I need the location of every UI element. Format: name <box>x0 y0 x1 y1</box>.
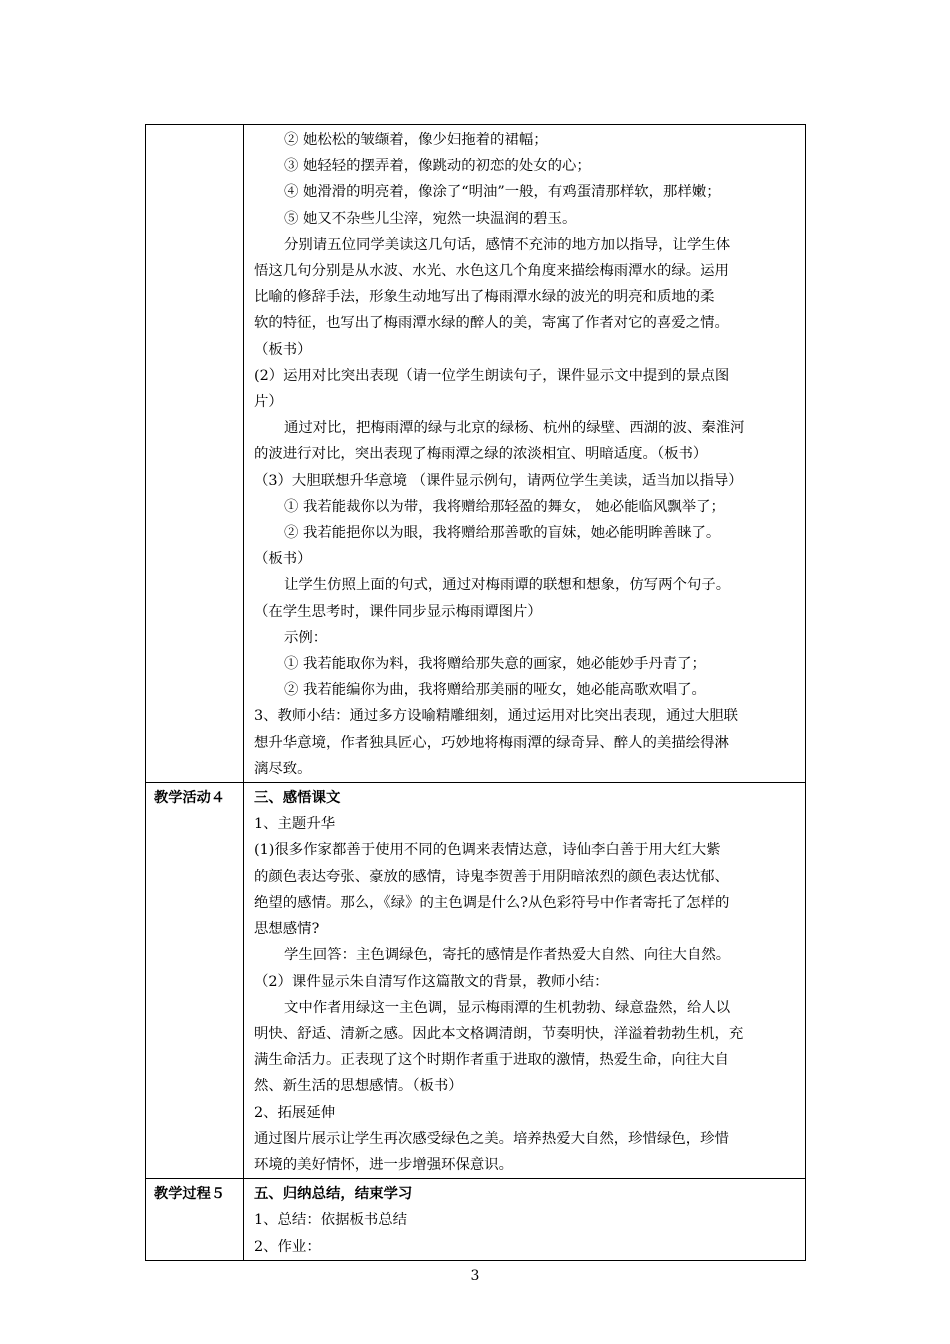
text-line: 让学生仿照上面的句式，通过对梅雨谭的联想和想象，仿写两个句子。 <box>284 577 731 594</box>
text-line: ① 我若能裁你以为带，我将赠给那轻盈的舞女， 她必能临风飘举了； <box>284 498 725 515</box>
text-line: （板书） <box>254 341 312 358</box>
text-line: 想升华意境，作者独具匠心，巧妙地将梅雨潭的绿奇异、醉人的美描绘得淋 <box>254 734 729 751</box>
text-line: 1、总结：依据板书总结 <box>254 1212 408 1229</box>
table-row <box>146 783 806 1179</box>
row-label <box>146 125 244 783</box>
text-line: 的波进行对比，突出表现了梅雨潭之绿的浓淡相宜、明暗适度。（板书） <box>254 446 708 463</box>
text-line: 2、作业： <box>254 1238 321 1255</box>
row-label: 教学过程５ <box>146 1179 244 1261</box>
text-line: 1、主题升华 <box>254 816 336 833</box>
text-line: 3、教师小结：通过多方设喻精雕细刻，通过运用对比突出表现，通过大胆联 <box>254 708 739 725</box>
text-line: （板书） <box>254 551 312 568</box>
text-line: （在学生思考时，课件同步显示梅雨谭图片） <box>254 603 542 620</box>
row-content <box>244 1179 806 1261</box>
section-heading: 三、感悟课文 <box>254 790 341 807</box>
text-line: 通过对比，把梅雨潭的绿与北京的绿杨、杭州的绿壁、西湖的波、秦淮河 <box>284 420 745 437</box>
text-line: 环境的美好情怀，进一步增强环保意识。 <box>254 1156 514 1173</box>
text-line: （3）大胆联想升华意境 （课件显示例句，请两位学生美读，适当加以指导） <box>254 472 743 489</box>
text-line: 绝望的感情。那么，《绿》的主色调是什么?从色彩符号中作者寄托了怎样的 <box>254 894 730 911</box>
text-line: 漓尽致。 <box>254 760 312 777</box>
text-line: 分别请五位同学美读这几句话，感情不充沛的地方加以指导，让学生体 <box>284 236 731 253</box>
lesson-plan-table <box>145 124 806 1261</box>
text-line: 满生命活力。正表现了这个时期作者重于进取的激情，热爱生命，向往大自 <box>254 1052 729 1069</box>
row-content <box>244 783 806 1179</box>
section-heading: 五、归纳总结，结束学习 <box>254 1186 413 1203</box>
text-line: 2、拓展延伸 <box>254 1104 336 1121</box>
text-line: 通过图片展示让学生再次感受绿色之美。培养热爱大自然，珍惜绿色，珍惜 <box>254 1130 729 1147</box>
row-content <box>244 125 806 783</box>
page-number: 3 <box>470 1268 480 1284</box>
text-line: 的颜色表达夸张、豪放的感情，诗鬼李贺善于用阴暗浓烈的颜色表达忧郁、 <box>254 868 729 885</box>
text-line: (1)很多作家都善于使用不同的色调来表情达意，诗仙李白善于用大红大紫 <box>254 842 721 859</box>
text-line: （2）课件显示朱自清写作这篇散文的背景，教师小结： <box>254 973 609 990</box>
text-line: 示例： <box>284 629 328 646</box>
text-line: 学生回答：主色调绿色，寄托的感情是作者热爱大自然、向往大自然。 <box>284 947 731 964</box>
text-line: 片） <box>254 394 283 411</box>
text-line: ④ 她滑滑的明亮着，像涂了“明油”一般，有鸡蛋清那样软，那样嫩； <box>284 184 721 201</box>
text-line: ① 我若能取你为料，我将赠给那失意的画家，她必能妙手丹青了； <box>284 656 706 673</box>
text-line: 明快、舒适、清新之感。因此本文格调清朗，节奏明快，洋溢着勃勃生机，充 <box>254 1025 744 1042</box>
text-line: 思想感情? <box>254 921 320 938</box>
text-line: 软的特征，也写出了梅雨潭水绿的醉人的美，寄寓了作者对它的喜爱之情。 <box>254 315 729 332</box>
text-line: 悟这几句分别是从水波、水光、水色这几个角度来描绘梅雨潭水的绿。运用 <box>254 263 729 280</box>
text-line: ⑤ 她又不杂些儿尘滓，宛然一块温润的碧玉。 <box>284 210 577 227</box>
text-line: ③ 她轻轻的摆弄着，像跳动的初恋的处女的心； <box>284 158 591 175</box>
text-line: 然、新生活的思想感情。（板书） <box>254 1078 463 1095</box>
text-line: ② 她松松的皱缬着，像少妇拖着的裙幅； <box>284 132 548 148</box>
table-row <box>146 125 806 783</box>
table-row <box>146 1179 806 1261</box>
text-line: 文中作者用绿这一主色调，显示梅雨潭的生机勃勃、绿意盎然，给人以 <box>284 999 731 1016</box>
text-line: ② 我若能挹你以为眼，我将赠给那善歌的盲妹，她必能明眸善睐了。 <box>284 525 721 542</box>
row-label: 教学活动４ <box>146 783 244 1179</box>
text-line: (2）运用对比突出表现（请一位学生朗读句子，课件显示文中提到的景点图 <box>254 367 730 384</box>
text-line: 比喻的修辞手法，形象生动地写出了梅雨潭水绿的波光的明亮和质地的柔 <box>254 289 715 306</box>
text-line: ② 我若能编你为曲，我将赠给那美丽的哑女，她必能高歌欢唱了。 <box>284 682 706 699</box>
